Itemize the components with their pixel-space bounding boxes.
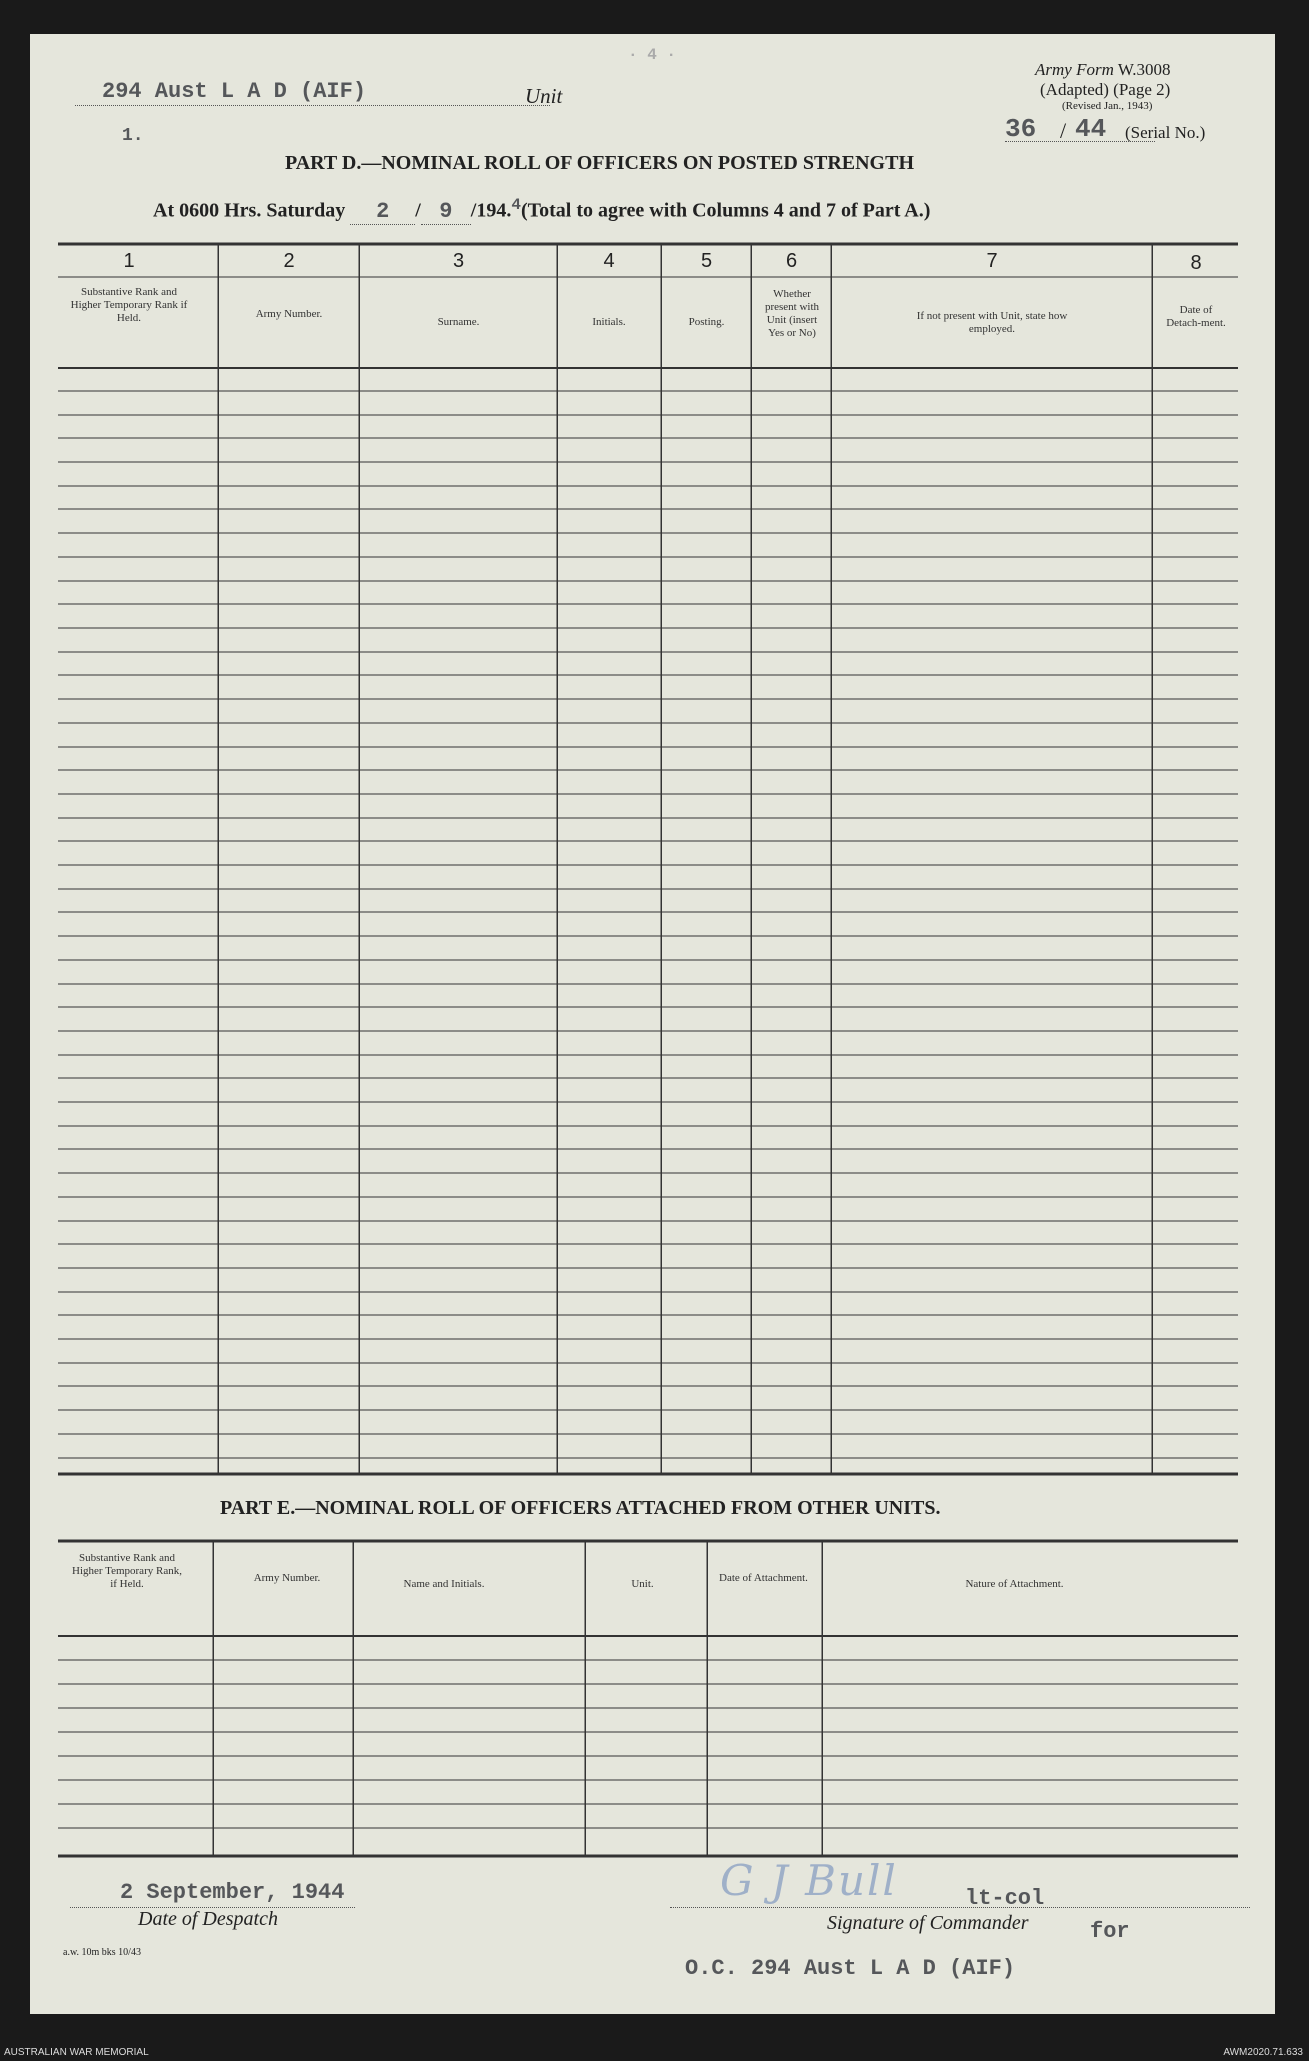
part-d-date-line: At 0600 Hrs. Saturday 2 / 9 /194.$^4$(Total to agree with Columns 4 and 7 of Part A.)	[153, 196, 931, 224]
year-prefix: /194.	[470, 199, 512, 222]
col-header-posting: Posting.	[688, 316, 725, 328]
print-code: a.w. 10m bks 10/43	[63, 1947, 141, 1958]
part-d-grid	[30, 34, 1275, 2014]
date-day: 2	[350, 199, 415, 225]
revised-text: (Revised Jan., 1943)	[1062, 100, 1153, 112]
col-number-6: 6	[785, 250, 798, 272]
e-col-header-army-number: Army Number.	[253, 1572, 321, 1584]
col-number-5: 5	[700, 250, 713, 272]
col-header-present: Whether present with Unit (insert Yes or No)	[764, 288, 820, 339]
col-number-3: 3	[452, 250, 465, 272]
typed-mark: 1.	[122, 126, 144, 146]
form-page	[30, 34, 1275, 2014]
despatch-date-value: 2 September, 1944	[120, 1880, 345, 1905]
signature-label: Signature of Commander	[827, 1912, 1029, 1934]
col-number-8: 8	[1190, 252, 1202, 274]
serial-label: (Serial No.)	[1125, 123, 1206, 142]
page-text: (Page 2)	[1113, 80, 1171, 99]
unit-value: 294 Aust L A D (AIF)	[102, 79, 367, 104]
col-header-detachment: Date of Detach-ment.	[1166, 304, 1226, 329]
part-e-title: PART E.—NOMINAL ROLL OF OFFICERS ATTACHED FROM OTHER UNITS.	[220, 1497, 941, 1519]
signature-for: for	[1090, 1919, 1130, 1944]
col-header-army-number: Army Number.	[255, 308, 323, 320]
despatch-label: Date of Despatch	[138, 1908, 278, 1930]
col-header-how-employed: If not present with Unit, state how employed.	[916, 310, 1068, 335]
army-form-title: Army Form	[1035, 60, 1114, 79]
e-col-header-nature: Nature of Attachment.	[965, 1578, 1064, 1590]
adapted-text: (Adapted)	[1040, 80, 1109, 99]
total-note: (Total to agree with Columns 4 and 7 of Part A.)	[520, 199, 931, 222]
col-number-2: 2	[283, 250, 295, 272]
serial-b: 44	[1075, 114, 1107, 144]
serial-slash: /	[1060, 118, 1067, 143]
time-prefix: At 0600 Hrs. Saturday	[153, 199, 346, 222]
e-col-header-name: Name and Initials.	[403, 1578, 485, 1590]
part-d-title: PART D.—NOMINAL ROLL OF OFFICERS ON POSTED STRENGTH	[285, 152, 915, 174]
col-number-1: 1	[123, 250, 135, 272]
footer-left: AUSTRALIAN WAR MEMORIAL	[4, 2047, 149, 2058]
unit-label: Unit	[525, 84, 563, 108]
signature-underline	[670, 1906, 1250, 1908]
footer-right: AWM2020.71.633	[1223, 2047, 1303, 2058]
e-col-header-date: Date of Attachment.	[719, 1572, 808, 1584]
year-digit: 4	[511, 196, 521, 214]
oc-line: O.C. 294 Aust L A D (AIF)	[685, 1956, 1016, 1981]
col-header-initials: Initials.	[592, 316, 626, 328]
army-form-number: W.3008	[1117, 60, 1171, 79]
col-header-surname: Surname.	[437, 316, 480, 328]
top-stamp: · 4 ·	[628, 46, 677, 64]
col-number-4: 4	[603, 250, 615, 272]
date-month: 9	[421, 199, 471, 225]
signature-rank: lt-col	[965, 1886, 1045, 1911]
serial-a: 36	[1005, 114, 1037, 144]
col-header-rank: Substantive Rank and Higher Temporary Rank if Held.	[70, 286, 188, 324]
signature-handwriting: G J Bull	[720, 1856, 898, 1905]
e-col-header-unit: Unit.	[631, 1578, 654, 1590]
e-col-header-rank: Substantive Rank and Higher Temporary Rank, if Held.	[72, 1552, 182, 1590]
col-number-7: 7	[986, 250, 998, 272]
